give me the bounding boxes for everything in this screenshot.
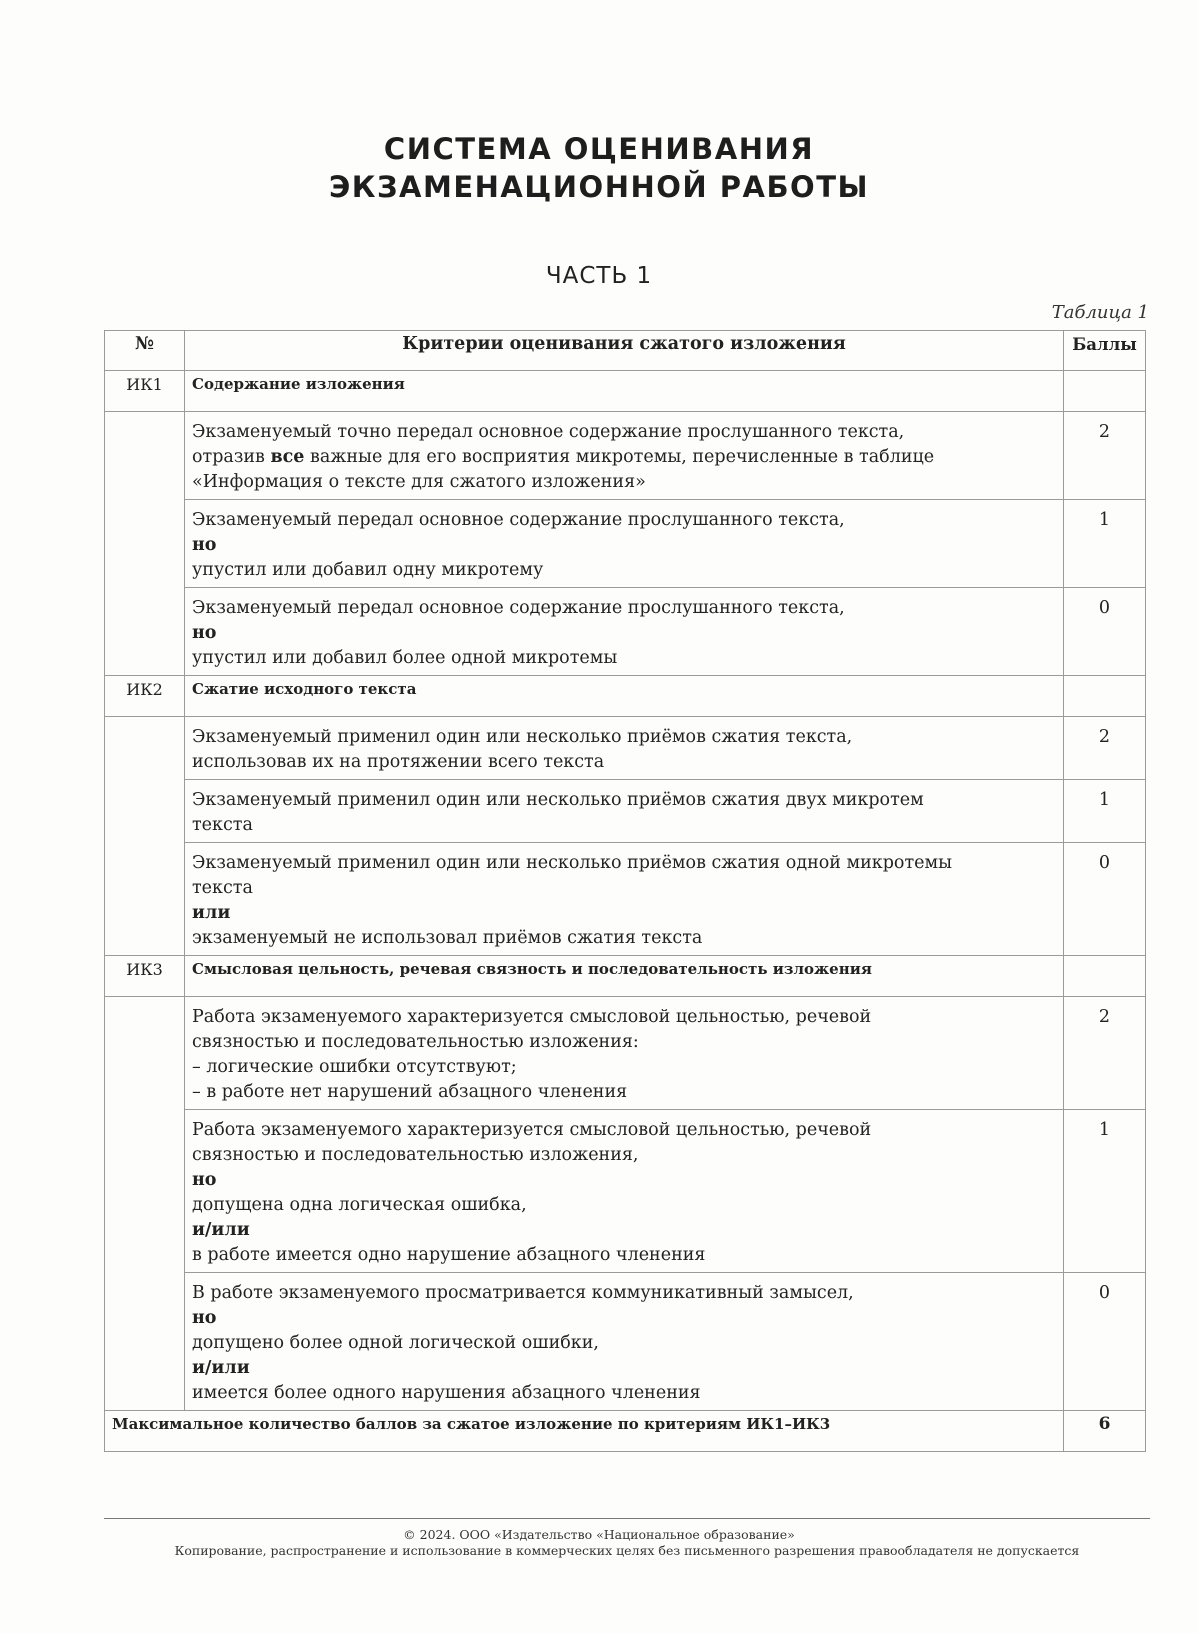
criterion-text-line: но xyxy=(192,535,217,555)
criterion-text xyxy=(185,500,1064,588)
criterion-text-line: имеется более одного нарушения абзацного членения xyxy=(192,1383,701,1403)
criterion-text xyxy=(185,717,1064,780)
criterion-text-line: но xyxy=(192,1170,217,1190)
criterion-points: 2 xyxy=(1064,412,1146,500)
criterion-text-line: Экзаменуемый применил один или несколько приёмов сжатия текста, xyxy=(192,727,853,747)
section-row xyxy=(105,371,1146,412)
criterion-text-line: допущено более одной логической ошибки, xyxy=(192,1333,599,1353)
criterion-text-line: – логические ошибки отсутствуют; xyxy=(192,1057,517,1077)
part-heading: ЧАСТЬ 1 xyxy=(545,263,653,289)
criterion-text-line: упустил или добавил более одной микротемы xyxy=(192,648,618,668)
criterion-row xyxy=(105,412,1146,500)
criterion-number-empty xyxy=(105,717,185,956)
emphasis-text: все xyxy=(270,447,305,467)
section-code: ИК2 xyxy=(105,676,185,717)
criterion-text-line: – в работе нет нарушений абзацного членения xyxy=(192,1082,628,1102)
criterion-text-line: связностью и последовательностью изложения: xyxy=(192,1032,639,1052)
page-title-line-2: ЭКЗАМЕНАЦИОННОЙ РАБОТЫ xyxy=(328,170,870,204)
page-title-line-1: СИСТЕМА ОЦЕНИВАНИЯ xyxy=(383,132,815,166)
criterion-text-line: отразив все важные для его восприятия микротемы, перечисленные в таблице xyxy=(192,447,935,467)
criterion-text-line: и/или xyxy=(192,1358,250,1378)
criterion-text-line: допущена одна логическая ошибка, xyxy=(192,1195,527,1215)
total-value: 6 xyxy=(1064,1411,1146,1452)
criterion-text-line: в работе имеется одно нарушение абзацного членения xyxy=(192,1245,706,1265)
criterion-row xyxy=(105,588,1146,676)
section-name: Содержание изложения xyxy=(185,371,1064,412)
page-title xyxy=(0,130,1198,206)
criterion-text xyxy=(185,588,1064,676)
header-number: № xyxy=(105,331,185,371)
section-name: Смысловая цельность, речевая связность и последовательность изложения xyxy=(185,956,1064,997)
criterion-text-line: экзаменуемый не использовал приёмов сжатия текста xyxy=(192,928,703,948)
table-header-row xyxy=(105,331,1146,371)
criterion-number-empty xyxy=(105,997,185,1411)
criterion-text-line: текста xyxy=(192,815,253,835)
section-points-empty xyxy=(1064,371,1146,412)
criterion-row xyxy=(105,500,1146,588)
criterion-text-line: «Информация о тексте для сжатого изложения» xyxy=(192,472,646,492)
criterion-points: 1 xyxy=(1064,780,1146,843)
criterion-text-line: Экзаменуемый точно передал основное содержание прослушанного текста, xyxy=(192,422,905,442)
criterion-text-line: Экзаменуемый передал основное содержание прослушанного текста, xyxy=(192,510,845,530)
criteria-table xyxy=(104,330,1146,1452)
criterion-row xyxy=(105,1110,1146,1273)
criterion-points: 0 xyxy=(1064,588,1146,676)
criterion-row xyxy=(105,1273,1146,1411)
criterion-row xyxy=(105,780,1146,843)
criterion-points: 2 xyxy=(1064,997,1146,1110)
footer-notice: Копирование, распространение и использование в коммерческих целях без письменного разрешения правообладателя не допускается xyxy=(174,1543,1080,1558)
table-caption: Таблица 1 xyxy=(1051,302,1149,323)
footer-divider xyxy=(104,1518,1150,1519)
section-code: ИК3 xyxy=(105,956,185,997)
criterion-text-line: Экзаменуемый применил один или несколько приёмов сжатия двух микротем xyxy=(192,790,924,810)
total-label: Максимальное количество баллов за сжатое изложение по критериям ИК1–ИК3 xyxy=(105,1411,1064,1452)
criterion-text-line: и/или xyxy=(192,1220,250,1240)
criterion-text-line: Работа экзаменуемого характеризуется смысловой цельностью, речевой xyxy=(192,1120,872,1140)
section-name: Сжатие исходного текста xyxy=(185,676,1064,717)
criterion-text-line: Работа экзаменуемого характеризуется смысловой цельностью, речевой xyxy=(192,1007,872,1027)
criterion-text-line: В работе экзаменуемого просматривается коммуникативный замысел, xyxy=(192,1283,854,1303)
criterion-text xyxy=(185,1110,1064,1273)
criterion-row xyxy=(105,997,1146,1110)
section-points-empty xyxy=(1064,956,1146,997)
header-criteria: Критерии оценивания сжатого изложения xyxy=(185,331,1064,371)
criteria-table-body xyxy=(105,331,1146,1452)
criterion-text-line: использовав их на протяжении всего текста xyxy=(192,752,605,772)
footer-copyright: © 2024. ООО «Издательство «Национальное образование» xyxy=(403,1527,795,1542)
criterion-text xyxy=(185,780,1064,843)
section-row xyxy=(105,956,1146,997)
total-row xyxy=(105,1411,1146,1452)
criterion-text-line: но xyxy=(192,1308,217,1328)
criterion-text xyxy=(185,412,1064,500)
section-code: ИК1 xyxy=(105,371,185,412)
criterion-text-line: но xyxy=(192,623,217,643)
criterion-text xyxy=(185,1273,1064,1411)
criterion-points: 2 xyxy=(1064,717,1146,780)
criterion-row xyxy=(105,843,1146,956)
section-points-empty xyxy=(1064,676,1146,717)
header-points: Баллы xyxy=(1064,331,1146,371)
criterion-points: 0 xyxy=(1064,1273,1146,1411)
criterion-text-line: Экзаменуемый передал основное содержание прослушанного текста, xyxy=(192,598,845,618)
section-row xyxy=(105,676,1146,717)
criterion-points: 1 xyxy=(1064,1110,1146,1273)
criterion-text-line: упустил или добавил одну микротему xyxy=(192,560,544,580)
criterion-points: 1 xyxy=(1064,500,1146,588)
criterion-number-empty xyxy=(105,412,185,676)
criterion-text xyxy=(185,997,1064,1110)
criterion-row xyxy=(105,717,1146,780)
criterion-points: 0 xyxy=(1064,843,1146,956)
criterion-text xyxy=(185,843,1064,956)
criterion-text-line: или xyxy=(192,903,231,923)
criterion-text-line: текста xyxy=(192,878,253,898)
criterion-text-line: Экзаменуемый применил один или несколько приёмов сжатия одной микротемы xyxy=(192,853,953,873)
criterion-text-line: связностью и последовательностью изложения, xyxy=(192,1145,639,1165)
